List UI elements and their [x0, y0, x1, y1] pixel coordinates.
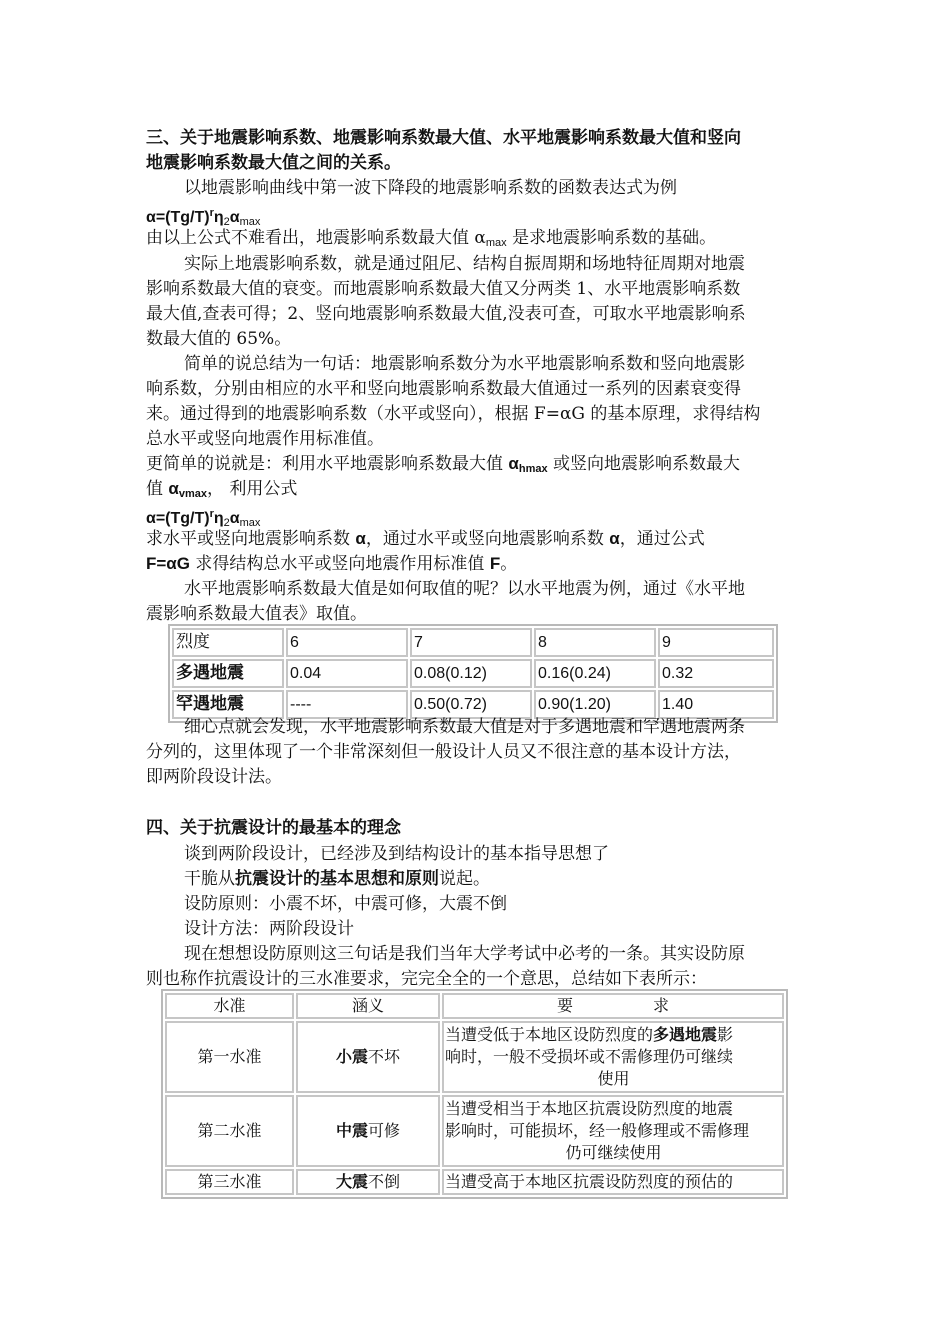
- alpha-max-sub: max: [485, 237, 507, 249]
- formula-f-alpha-g: F=αG: [146, 554, 190, 573]
- table-cell: 水准: [165, 993, 294, 1019]
- table-row: [172, 659, 774, 688]
- symbol-f: F: [489, 554, 501, 573]
- section-4-text-a: 干脆从: [184, 869, 235, 889]
- alpha-hmax-sub: hmax: [518, 463, 548, 475]
- table-cell: 要 求: [442, 993, 784, 1019]
- table-cell: 多遇地震: [172, 659, 284, 688]
- section-4-heading: 四、关于抗震设计的最基本的理念: [146, 818, 401, 838]
- paragraph-8-line-2: 分列的，这里体现了一个非常深刻但一般设计人员又不很注意的基本设计方法，: [146, 742, 741, 762]
- formula-eta: η: [213, 510, 224, 527]
- paragraph-7-line-2: 震影响系数最大值表》取值。: [146, 604, 367, 624]
- table-header-row: [172, 628, 774, 657]
- paragraph-intro: 以地震影响曲线中第一波下降段的地震影响系数的函数表达式为例: [184, 178, 677, 198]
- formula-eta-sub: 2: [223, 216, 230, 228]
- table-cell: [296, 1021, 440, 1093]
- formula-eta: η: [213, 209, 224, 226]
- requirement-line: 当遭受高于本地区抗震设防烈度的预估的: [445, 1172, 734, 1191]
- three-level-table: [161, 989, 788, 1199]
- requirement-line: 影响时，可能损坏，经一般修理或不需修理: [445, 1121, 750, 1140]
- table-cell: [442, 1021, 784, 1093]
- table-cell: 罕遇地震: [172, 690, 284, 719]
- paragraph-8-line-3: 即两阶段设计法。: [146, 767, 282, 787]
- table-header-row: [165, 993, 784, 1019]
- paragraph-6-text-e: 。: [500, 554, 518, 574]
- table-cell: [296, 1095, 440, 1167]
- section-4-line-5: 现在想想设防原则这三句话是我们当年大学考试中必考的一条。其实设防原: [184, 944, 745, 964]
- table-cell: 9: [658, 628, 774, 657]
- table-cell: 第三水准: [165, 1169, 294, 1195]
- table-cell: 涵义: [296, 993, 440, 1019]
- section-4-line-2: [184, 867, 490, 891]
- meaning-rest: 不倒: [368, 1172, 401, 1191]
- requirement-bold: 多遇地震: [653, 1025, 718, 1044]
- alpha-symbol-4: α: [609, 529, 620, 548]
- formula-alpha: α: [229, 510, 240, 527]
- alpha-vmax-sub: vmax: [178, 488, 207, 500]
- table-cell: [296, 1169, 440, 1195]
- section-4-line-6: 则也称作抗震设计的三水准要求，完完全全的一个意思，总结如下表所示：: [146, 969, 707, 989]
- paragraph-6-text-c: ，通过公式: [619, 529, 705, 549]
- section-4-line-1: 谈到两阶段设计，已经涉及到结构设计的基本指导思想了: [184, 844, 609, 864]
- paragraph-3-line-2: 影响系数最大值的衰变。而地震影响系数最大值又分两类 1、水平地震影响系数: [146, 279, 741, 299]
- table-cell: 第一水准: [165, 1021, 294, 1093]
- paragraph-4-line-3: 来。通过得到的地震影响系数（水平或竖向），根据 F=αG 的基本原理，求得结构: [146, 404, 761, 424]
- formula-exponent: r: [209, 207, 214, 219]
- requirement-line: 响时，一般不受损坏或不需修理仍可继续: [445, 1047, 734, 1066]
- paragraph-6-text-a: 求水平或竖向地震影响系数: [146, 529, 356, 549]
- requirement-line: 当遭受相当于本地区抗震设防烈度的地震: [445, 1099, 734, 1118]
- section-4-text-c: 说起。: [439, 869, 490, 889]
- meaning-bold: 大震: [335, 1172, 368, 1191]
- paragraph-7-line-1: 水平地震影响系数最大值是如何取值的呢？以水平地震为例，通过《水平地: [184, 579, 745, 599]
- formula-alpha-sub: max: [239, 517, 261, 529]
- paragraph-4-line-4: 总水平或竖向地震作用标准值。: [146, 429, 384, 449]
- paragraph-3-line-3: 最大值,查表可得；2、竖向地震影响系数最大值,没表可查，可取水平地震影响系: [146, 304, 746, 324]
- paragraph-basis-text-a: 由以上公式不难看出，地震影响系数最大值 α: [146, 228, 486, 248]
- table-cell: [442, 1095, 784, 1167]
- table-row: [165, 1095, 784, 1167]
- max-coefficient-table: [168, 624, 778, 723]
- table-row: [165, 1169, 784, 1195]
- table-cell: 0.32: [658, 659, 774, 688]
- paragraph-6-text-b: ，通过水平或竖向地震影响系数: [365, 529, 610, 549]
- alpha-symbol: α: [508, 454, 519, 473]
- formula-main: α=(Tg/T): [146, 209, 210, 226]
- requirement-text: 影: [717, 1025, 734, 1044]
- formula-alpha-sub: max: [239, 216, 261, 228]
- paragraph-basis-text-b: 是求地震影响系数的基础。: [506, 228, 717, 248]
- requirement-text: 当遭受低于本地区设防烈度的: [445, 1025, 654, 1044]
- paragraph-8-line-1: 细心点就会发现，水平地震影响系数最大值是对于多遇地震和罕遇地震两条: [184, 717, 745, 737]
- table-cell: 7: [410, 628, 532, 657]
- section-4-line-4: 设计方法：两阶段设计: [184, 919, 354, 939]
- section-3-heading-line-1: 三、关于地震影响系数、地震影响系数最大值、水平地震影响系数最大值和竖向: [146, 128, 741, 148]
- section-3-heading-line-2: 地震影响系数最大值之间的关系。: [146, 153, 401, 173]
- paragraph-3-line-4: 数最大值的 65%。: [146, 329, 292, 349]
- meaning-bold: 中震: [335, 1121, 368, 1140]
- section-4-line-3: 设防原则：小震不坏，中震可修，大震不倒: [184, 894, 507, 914]
- table-cell: 0.04: [286, 659, 408, 688]
- paragraph-6-text-d: 求得结构总水平或竖向地震作用标准值: [190, 554, 490, 574]
- table-row: [165, 1021, 784, 1093]
- table-cell: 1.40: [658, 690, 774, 719]
- table-cell: 6: [286, 628, 408, 657]
- alpha-symbol-3: α: [355, 529, 366, 548]
- meaning-rest: 可修: [368, 1121, 401, 1140]
- meaning-rest: 不坏: [368, 1047, 401, 1066]
- formula-alpha: α: [229, 209, 240, 226]
- paragraph-5-text-b: 或竖向地震影响系数最大: [547, 454, 741, 474]
- section-4-text-bold: 抗震设计的基本思想和原则: [235, 869, 439, 889]
- paragraph-basis: [146, 226, 716, 255]
- formula-eta-sub: 2: [223, 517, 230, 529]
- formula-main: α=(Tg/T): [146, 510, 210, 527]
- table-cell: 0.08(0.12): [410, 659, 532, 688]
- requirement-line: 使用: [597, 1069, 630, 1088]
- alpha-symbol-2: α: [168, 479, 179, 498]
- formula-exponent: r: [209, 508, 214, 520]
- paragraph-4-line-1: 简单的说总结为一句话：地震影响系数分为水平地震影响系数和竖向地震影: [184, 354, 745, 374]
- table-cell: 烈度: [172, 628, 284, 657]
- paragraph-5-text-d: ， 利用公式: [207, 479, 298, 499]
- table-cell: 0.90(1.20): [534, 690, 656, 719]
- paragraph-6-line-2: [146, 552, 517, 576]
- table-cell: [442, 1169, 784, 1195]
- paragraph-3-line-1: 实际上地震影响系数，就是通过阻尼、结构自振周期和场地特征周期对地震: [184, 254, 745, 274]
- table-cell: 第二水准: [165, 1095, 294, 1167]
- paragraph-4-line-2: 响系数，分别由相应的水平和竖向地震影响系数最大值通过一系列的因素衰变得: [146, 379, 741, 399]
- table-cell: 0.16(0.24): [534, 659, 656, 688]
- table-cell: ----: [286, 690, 408, 719]
- meaning-bold: 小震: [335, 1047, 368, 1066]
- requirement-line: [445, 1024, 782, 1046]
- table-cell: 0.50(0.72): [410, 690, 532, 719]
- paragraph-6-line-1: [146, 527, 705, 551]
- paragraph-5-text-c: 值: [146, 479, 169, 499]
- table-cell: 8: [534, 628, 656, 657]
- requirement-line: 仍可继续使用: [565, 1143, 662, 1162]
- paragraph-5-text-a: 更简单的说就是：利用水平地震影响系数最大值: [146, 454, 509, 474]
